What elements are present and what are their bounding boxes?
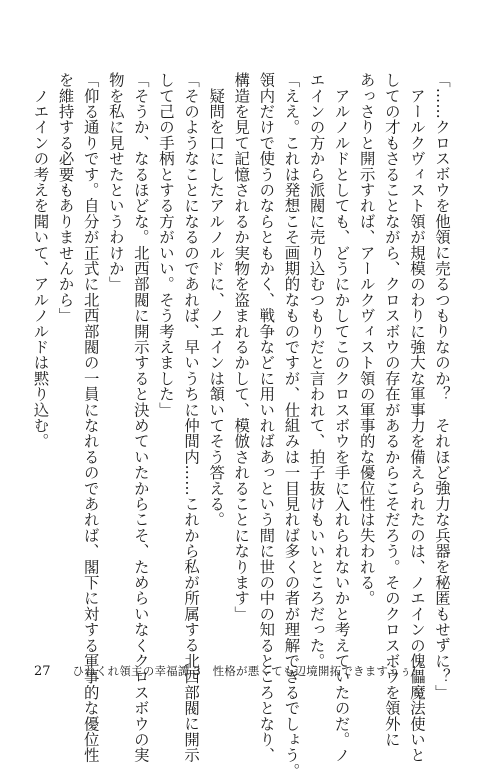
text-line: アルノルドとしても、どうにかしてこのクロスボウを手に入れられないかと考えていたのだ。ノ: [332, 72, 351, 763]
text-line: 構造を見て記憶されるか実物を盗まれるかして、模倣されることになります」: [232, 72, 251, 622]
text-line: 物を私に見せたというわけか」: [106, 72, 125, 292]
text-line: 「そのようなことになるのであれば、早いうちに仲間内……これから私が所属する北西部閥に開示: [182, 72, 201, 763]
text-line: しての才もさることながら、クロスボウの存在があるからこそだろう。そのクロスボウを領外に: [382, 72, 401, 748]
text-line: 「そうか、なるほどな。北西部閥に開示すると決めていたからこそ、ためらいなくクロスボウの実: [131, 72, 150, 763]
text-line: あっさりと開示すれば、アールクヴィスト領の軍事的な優位性は失われる。: [357, 72, 376, 606]
text-line: 疑問を口にしたアルノルドに、ノエインは頷いてそう答える。: [207, 72, 226, 528]
text-line: 「……クロスボウを他領に売るつもりなのか？ それほど強力な兵器を秘匿もせずに？」: [433, 72, 451, 700]
text-line: アールクヴィスト領が規模のわりに強大な軍事力を備えられたのは、ノエインの傀儡魔法使いと: [407, 72, 426, 763]
text-line: を維持する必要もありませんから」: [56, 72, 75, 324]
page-footer: [34, 663, 423, 679]
text-line: ノエインの考えを聞いて、アルノルドは黙り込む。: [31, 72, 50, 449]
text-line: エインの方から派閥に売り込むつもりだと言われて、拍子抜けもいいところだった。: [307, 72, 326, 669]
text-line: 領内だけで使うのならともかく、戦争などに用いればあっという間に世の中の知るところとなり、: [257, 72, 276, 763]
text-line: 「ええ。これは発想こそ画期的なものですが、仕組みは一目見れば多くの者が理解できるでしょう。: [282, 72, 301, 779]
text-line: 「仰る通りです。自分が正式に北西部閥の一員になれるのであれば、閣下に対する軍事的な優位性: [81, 72, 100, 763]
text-line: して己の手柄とする方がいい。そう考えました」: [156, 72, 175, 418]
page-number: 27: [34, 664, 51, 679]
running-head: ひねくれ領主の幸福譚 3 性格が悪くても辺境開拓できますうぅ！: [72, 664, 424, 678]
